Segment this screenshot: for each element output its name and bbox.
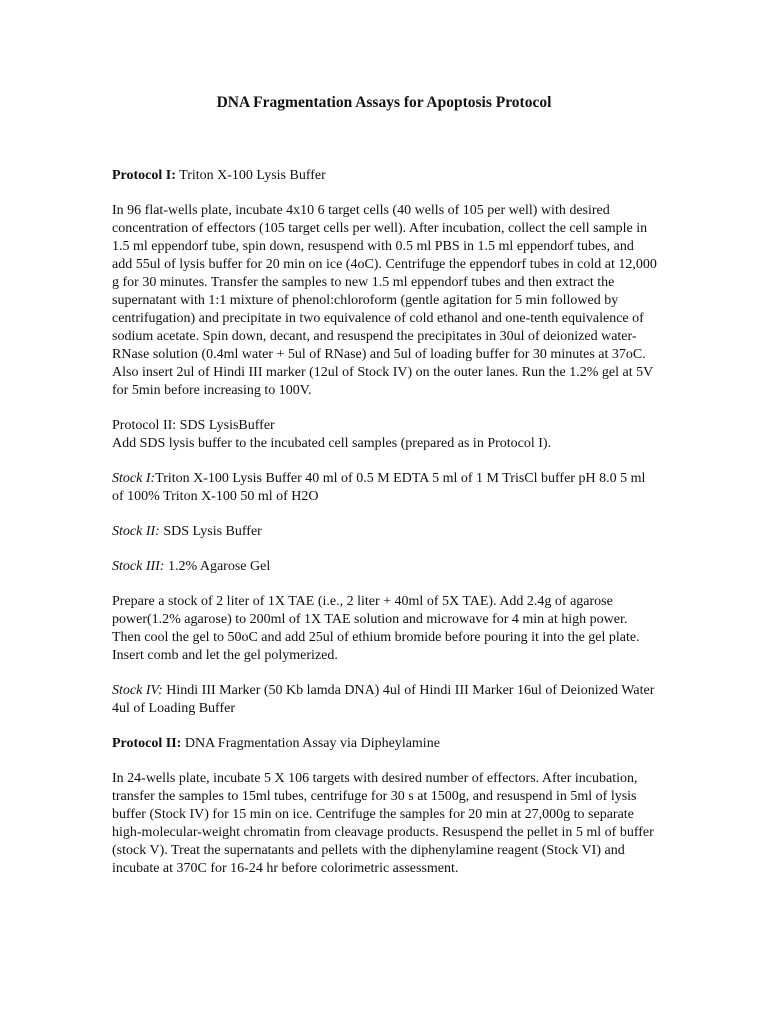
- stock-4-label: Stock IV:: [112, 683, 163, 698]
- stock-1-entry: [112, 470, 657, 506]
- stock-1-text: Triton X-100 Lysis Buffer 40 ml of 0.5 M EDTA 5 ml of 1 M TrisCl buffer pH 8.0 5 ml of 100% Triton X-100 50 ml of H2O: [112, 471, 646, 504]
- stock-4-text: Hindi III Marker (50 Kb lamda DNA) 4ul of Hindi III Marker 16ul of Deionized Water 4ul of Loading Buffer: [112, 683, 655, 716]
- protocol-1-heading: [112, 167, 657, 185]
- document-body: [112, 167, 657, 895]
- document-title: DNA Fragmentation Assays for Apoptosis Protocol: [216, 94, 552, 111]
- protocol-3-paragraph: In 24-wells plate, incubate 5 X 106 targets with desired number of effectors. After incubation, transfer the samples to 15ml tubes, centrifuge for 30 s at 1500g, and resuspend in 5ml of lysis buffer (Stock IV) for 15 min on ice. Centrifuge the samples for 20 min at 27,000g to separate high-molecular-weight chromatin from cleavage products. Resuspend the pellet in 5 ml of buffer (stock V). Treat the supernatants and pellets with the diphenylamine reagent (Stock VI) and incubate at 370C for 16-24 hr before colorimetric assessment.: [112, 771, 654, 876]
- stock-3-paragraph: Prepare a stock of 2 liter of 1X TAE (i.e., 2 liter + 40ml of 5X TAE). Add 2.4g of agarose power(1.2% agarose) to 200ml of 1X TAE solution and microwave for 4 min at high power. Then cool the gel to 50oC and add 25ul of ethium bromide before pouring it into the gel plate. Insert comb and let the gel polymerized.: [112, 594, 640, 663]
- protocol-2-paragraph: Add SDS lysis buffer to the incubated cell samples (prepared as in Protocol I).: [112, 436, 552, 451]
- protocol-1-title: Triton X-100 Lysis Buffer: [175, 168, 326, 183]
- stock-3-text: 1.2% Agarose Gel: [164, 559, 271, 574]
- protocol-3-title: DNA Fragmentation Assay via Dipheylamine: [181, 736, 440, 751]
- protocol-3-heading: [112, 735, 657, 753]
- stock-3-label: Stock III:: [112, 559, 165, 574]
- stock-2-label: Stock II:: [112, 524, 160, 539]
- protocol-2-heading: Protocol II: SDS LysisBuffer: [112, 418, 275, 433]
- protocol-1-paragraph: In 96 flat-wells plate, incubate 4x10 6 target cells (40 wells of 105 per well) with desired concentration of effectors (105 target cells per well). After incubation, collect the cell sample in 1.5 ml eppendorf tube, spin down, resuspend with 0.5 ml PBS in 1.5 ml eppendorf tubes, and add 55ul of lysis buffer for 20 min on ice (4oC). Centrifuge the eppendorf tubes in cold at 12,000 g for 30 minutes. Transfer the samples to new 1.5 ml eppendorf tubes and then extract the supernatant with 1:1 mixture of phenol:chloroform (gentle agitation for 5 min followed by centrifugation) and precipitate in two equivalence of cold ethanol and one-tenth equivalence of sodium acetate. Spin down, decant, and resuspend the precipitates in 30ul of deionized water-RNase solution (0.4ml water + 5ul of RNase) and 5ul of loading buffer for 30 minutes at 37oC. Also insert 2ul of Hindi III marker (12ul of Stock IV) on the outer lanes. Run the 1.2% gel at 5V for 5min before increasing to 100V.: [112, 203, 657, 398]
- stock-2-entry: [112, 523, 657, 541]
- stock-1-label: Stock I:: [112, 471, 156, 486]
- stock-3-entry: [112, 558, 657, 576]
- protocol-1-label: Protocol I:: [112, 168, 176, 183]
- protocol-3-label: Protocol II:: [112, 736, 182, 751]
- stock-4-entry: [112, 682, 657, 718]
- stock-2-text: SDS Lysis Buffer: [159, 524, 262, 539]
